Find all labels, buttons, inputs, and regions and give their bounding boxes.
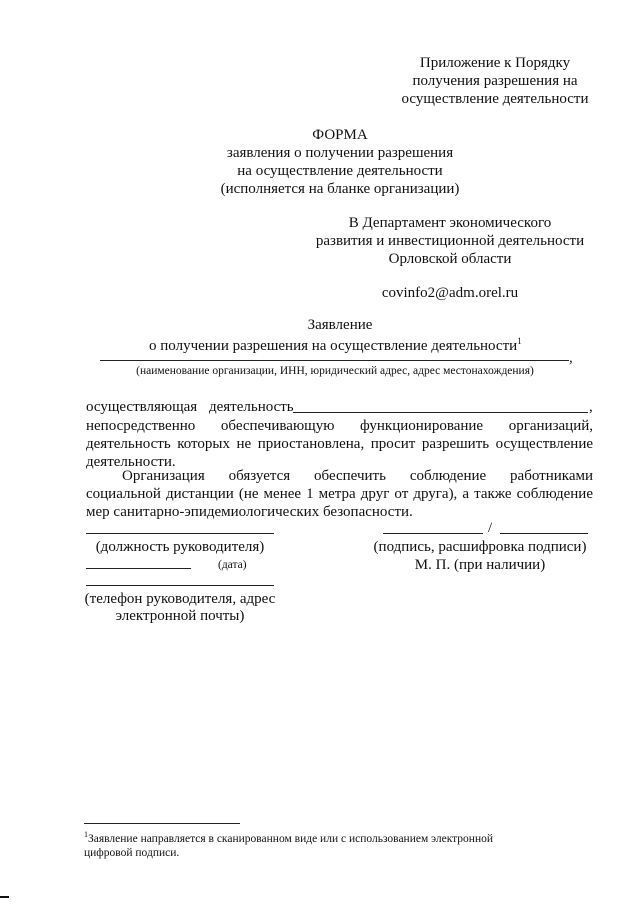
form-subtitle-line-3: (исполняется на бланке организации) [220, 181, 460, 197]
body-paragraph-2-line-3: мер санитарно-эпидемиологических безопасности. [86, 504, 413, 520]
footnote-line-1 [84, 828, 493, 846]
footnote-line-2: цифровой подписи. [84, 847, 180, 859]
activity-field-comma: , [589, 399, 593, 415]
form-subtitle-line-1: заявления о получении разрешения [226, 145, 454, 161]
appendix-line-2: получения разрешения на [412, 73, 578, 89]
form-subtitle-line-2: на осуществление деятельности [237, 163, 443, 179]
body-paragraph-1-line-3: деятельность которых не приостановлена, просит разрешить осуществление [86, 436, 593, 452]
date-field-line [86, 568, 191, 569]
date-caption: (дата) [218, 559, 247, 571]
body-paragraph-1-line-4: деятельности. [86, 454, 176, 470]
appendix-line-1: Приложение к Порядку [419, 55, 571, 71]
signature-slash: / [488, 520, 493, 536]
body-paragraph-2-line-1: Организация обязуется обеспечить соблюдение работниками [122, 468, 593, 484]
addressee-email: covinfo2@adm.orel.ru [381, 285, 519, 301]
organization-field-comma: , [569, 350, 573, 366]
footnote-reference: 1 [517, 336, 522, 346]
addressee-line-3: Орловской области [388, 251, 512, 267]
signature-caption: (подпись, расшифровка подписи) [373, 539, 587, 555]
phone-caption-line-2: электронной почты) [115, 608, 245, 624]
organization-field-line [100, 360, 569, 361]
organization-field-caption: (наименование организации, ИНН, юридический адрес, адрес местонахождения) [136, 365, 534, 377]
phone-field-line [86, 585, 274, 586]
position-field-line [86, 533, 274, 534]
body-paragraph-2-line-2: социальной дистанции (не менее 1 метра друг от друга), а также соблюдение [86, 486, 593, 502]
footnote-text-line-1: Заявление направляется в сканированном виде или с использованием электронной [88, 832, 494, 845]
body-activity-label: осуществляющая деятельность [86, 399, 294, 415]
scan-edge-mark [0, 896, 9, 898]
footnote-separator [84, 823, 240, 824]
position-caption: (должность руководителя) [95, 539, 265, 555]
addressee-line-2: развития и инвестиционной деятельности [315, 233, 585, 249]
statement-subtitle-text: о получении разрешения на осуществление деятельности [149, 338, 518, 354]
body-paragraph-1-line-2: непосредственно обеспечивающую функционирование организаций, [86, 418, 593, 434]
phone-caption-line-1: (телефон руководителя, адрес [84, 591, 276, 607]
form-title: ФОРМА [312, 127, 368, 143]
footnote-mark: 1 [84, 830, 88, 839]
activity-field-line [293, 412, 588, 413]
appendix-line-3: осуществление деятельности [401, 91, 589, 107]
stamp-caption: М. П. (при наличии) [414, 557, 546, 573]
signature-decoding-field-line [500, 533, 588, 534]
statement-title: Заявление [307, 317, 373, 333]
signature-field-line [383, 533, 483, 534]
statement-subtitle [149, 332, 522, 355]
addressee-line-1: В Департамент экономического [348, 215, 552, 231]
